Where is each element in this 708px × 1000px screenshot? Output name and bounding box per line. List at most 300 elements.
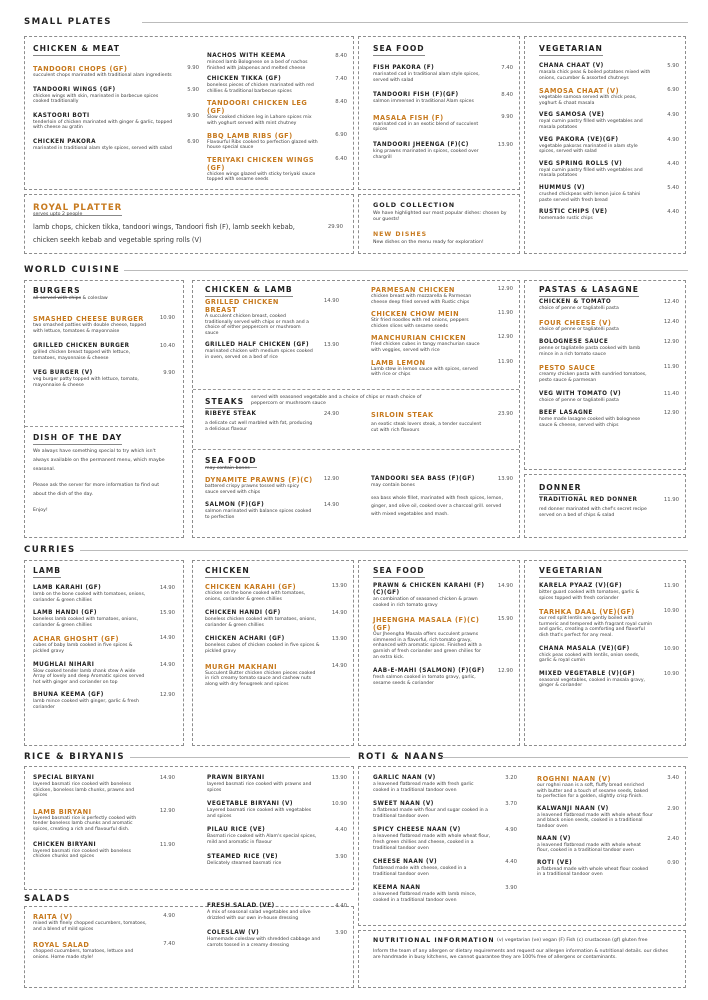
item-name: TANDOORI WINGS (GF) <box>33 86 116 93</box>
item-desc: veg burger patty topped with lettuce, tomato, mayonnaise & cheese <box>33 377 139 388</box>
item-price: 12.90 <box>323 476 339 482</box>
item-price: 4.40 <box>335 903 347 909</box>
menu-item <box>33 65 199 79</box>
item-name: CHICKEN TIKKA (GF) <box>207 76 282 83</box>
item-desc: flatbread made with cheese, cooked in a traditional tandoor oven <box>373 866 467 877</box>
item-desc: marinated chicken with medium spices cooked in oven, served on a bed of rice <box>205 349 313 360</box>
item-price: 10.90 <box>663 608 679 615</box>
item-name: NACHOS WITH KEEMA <box>207 53 286 59</box>
item-name: SWEET NAAN (V) <box>373 801 434 808</box>
nutrition-heading: NUTRITIONAL INFORMATION <box>373 937 495 944</box>
vegetarian-curries-heading: VEGETARIAN <box>539 566 603 575</box>
sea-food-wc-subtitle: may contain bones <box>205 466 250 471</box>
sea-food-wc-heading: SEA FOOD <box>205 456 257 465</box>
item-price: 10.40 <box>159 343 175 350</box>
item-name: CHICKEN CHOW MEIN <box>371 310 460 319</box>
nutrition-box <box>358 930 686 988</box>
item-name: PESTO SAUCE <box>539 364 596 373</box>
section-salads: SALADS <box>24 894 71 904</box>
item-name: CHICKEN ACHARI (GF) <box>205 636 285 643</box>
menu-item <box>539 209 679 222</box>
item-price: 3.20 <box>505 775 517 781</box>
item-price: 11.90 <box>663 583 679 589</box>
item-price: 9.90 <box>501 113 513 120</box>
dish-of-day-p2: Please ask the server for more information to find out about the dish of the day. <box>33 483 160 497</box>
item-desc: chicken wings glazed with sticky teriyaki sauce topped with sesame seeds <box>207 171 316 183</box>
item-name: FRESH SALAD (VE) <box>207 903 275 909</box>
item-price: 8.40 <box>335 99 347 106</box>
chicken-curries-heading: CHICKEN <box>205 566 250 575</box>
item-name: CHANA CHAAT (V) <box>539 63 604 69</box>
menu-item <box>539 137 679 155</box>
menu-item <box>33 139 199 152</box>
item-price: 3.70 <box>505 801 517 808</box>
section-roti: ROTI & NAANS <box>358 752 688 762</box>
item-desc: Lamb stew in lemon sauce with spices, served with rice or chips <box>371 366 478 378</box>
item-price: 13.90 <box>331 583 347 589</box>
item-price: 12.90 <box>497 668 513 675</box>
menu-item <box>539 608 679 638</box>
item-name: CHICKEN KARAHI (GF) <box>205 583 297 591</box>
item-desc: chicken wings with skin, marinated in barbecue spices cooked traditionally <box>33 93 159 105</box>
pastas-heading: PASTAS & LASAGNE <box>539 285 639 294</box>
item-desc: lamb mince cooked with ginger, garlic & fresh coriander <box>33 699 139 710</box>
section-world-cuisine: WORLD CUISINE <box>24 265 688 275</box>
item-price: 11.40 <box>663 390 679 397</box>
item-desc: A mix of seasonal salad vegetables and olive drizzled with our own in-house dressing <box>207 910 311 921</box>
sea-food-wc-col1 <box>205 476 339 527</box>
item-price: 4.90 <box>505 827 517 834</box>
item-price: 11.90 <box>663 364 679 371</box>
item-price: 2.90 <box>667 805 679 812</box>
menu-item <box>205 476 339 495</box>
menu-item <box>207 827 347 845</box>
item-price: 10.90 <box>159 315 175 321</box>
item-name: ROTI (VE) <box>537 859 573 866</box>
item-name: TANDOORI JHEENGA (F)(C) <box>373 141 469 148</box>
item-desc: mixed with finely chopped cucumbers, tomatoes, and a blend of mild spices <box>33 921 147 932</box>
chicken-lamb-box <box>192 280 520 538</box>
menu-item <box>205 610 347 628</box>
item-name: LAMB KARAHI (GF) <box>33 585 102 591</box>
steaks-subtitle: served with seasoned vegetable and a choice of chips or mash choice of peppercorn or mushroom sauce <box>251 395 422 406</box>
item-desc: Homemade coleslaw with shredded cabbage and carrots tossed in a creamy dressing <box>207 937 321 948</box>
item-name: PILAU RICE (VE) <box>207 827 266 834</box>
item-name: NAAN (V) <box>537 835 571 842</box>
menu-item <box>33 662 175 686</box>
burgers-heading: BURGERS <box>33 286 81 295</box>
item-name: BOLOGNESE SAUCE <box>539 339 609 346</box>
gold-collection-box <box>358 194 520 254</box>
item-desc: creamy chicken pasta with sundried tomatoes, pesto sauce & parmesan <box>539 372 647 383</box>
item-desc: chicken breast with mozzarella & Parmesan cheese deep fried served with Rustic chips <box>371 294 472 305</box>
menu-item <box>373 859 517 877</box>
item-name: CHICKEN BIRYANI <box>33 841 97 848</box>
item-desc: an combination of seasoned chicken & prawn cooked in rich tomato gravy <box>373 597 478 608</box>
item-name: SMASHED CHEESE BURGER <box>33 315 144 323</box>
item-desc: homemade rustic chips <box>539 216 593 222</box>
item-name: GRILLED CHICKEN BURGER <box>33 343 130 350</box>
item-price: 10.90 <box>663 645 679 652</box>
item-desc: grilled chicken breast topped with lettuce, tomatoes, mayonnaise & cheese <box>33 350 131 361</box>
salads-box <box>24 903 354 988</box>
item-price: 13.90 <box>497 141 513 148</box>
item-desc: lamb on the bone cooked with tomatoes, onions, coriander & green chillies <box>33 592 146 603</box>
item-desc: a leavened flatbread made with whole wheat flour, cooked in a traditional tandoor oven <box>537 842 641 854</box>
menu-item <box>207 930 347 948</box>
item-name: GRILLED CHICKEN BREAST <box>205 298 279 314</box>
item-name: CHEESE NAAN (V) <box>373 859 438 866</box>
item-name: JHEENGHA MASALA (F)(C)(GF) <box>373 616 480 633</box>
menu-item <box>539 339 679 357</box>
menu-item <box>373 827 517 851</box>
item-name: CHANA MASALA (VE)(GF) <box>539 645 630 652</box>
item-name: BEEF LASAGNE <box>539 410 593 417</box>
item-desc: cubes of baby lamb cooked in five spices & pickled gravy <box>33 643 133 654</box>
item-price: 7.40 <box>501 65 513 71</box>
menu-item <box>207 76 347 94</box>
item-name: FISH PAKORA (F) <box>373 65 435 71</box>
menu-item <box>539 185 679 203</box>
menu-item <box>371 286 513 305</box>
item-desc: a leavened flatbread made with lamb mince, cooked in a traditional tandoor oven <box>373 892 477 903</box>
item-name: VEG SAMOSA (VE) <box>539 112 605 119</box>
menu-item <box>373 142 513 160</box>
section-rice: RICE & BIRYANIS <box>24 752 354 762</box>
burgers-box <box>24 280 184 538</box>
item-name: VEGETABLE BIRYANI (V) <box>207 801 293 808</box>
menu-item <box>33 315 175 334</box>
item-desc: chopped cucumbers, tomatoes, lettuce and onions. Home made style! <box>33 949 134 960</box>
item-name: CHICKEN & TOMATO <box>539 299 612 305</box>
item-desc: royal cumin pastry filled with vegetables and masala potatoes <box>539 167 643 179</box>
item-price: 12.90 <box>663 410 679 417</box>
item-name: AAB-E-MAHI (SALMON) (F)(GF) <box>373 668 485 675</box>
item-desc: layered basmati rice cooked with boneless chicken, boneless lamb chunks, prawns and spices <box>33 782 135 799</box>
item-desc: boneless cubes of chicken cooked in five spices & pickled gravy <box>205 643 320 654</box>
item-price: 13.90 <box>331 636 347 643</box>
menu-item <box>539 87 679 106</box>
item-desc: Our Jheengha Masala offers succulent prawns simmered in a flavorful, rich tomato gravy, enhanced with aromatic spices. Finished with a garnish of fresh coriander and green chilies for an extra kick. <box>373 632 482 660</box>
vegetarian-heading: VEGETARIAN <box>539 44 603 53</box>
lamb-curries-heading: LAMB <box>33 566 61 575</box>
item-desc: Delicately steamed basmati rice <box>207 860 282 866</box>
steaks-heading: STEAKS <box>205 397 244 406</box>
item-price: 6.90 <box>667 87 679 94</box>
menu-item <box>33 808 175 833</box>
item-name: MASALA FISH (F) <box>373 113 444 122</box>
menu-item <box>33 343 175 361</box>
menu-item <box>207 801 347 819</box>
item-price: 4.40 <box>505 859 517 866</box>
item-name: COLESLAW (V) <box>207 930 260 937</box>
item-price: 11.90 <box>497 358 513 365</box>
item-price: 6.40 <box>335 155 347 162</box>
item-price: 6.90 <box>187 138 199 145</box>
menu-item <box>33 913 175 932</box>
item-desc: seasonal vegetables, cooked in masala gravy, ginger & coriander <box>539 677 645 689</box>
item-desc: layered basmati rice is perfectly cooked with tender boneless lamb chunks and aromatic spices, creating a rich and flavourful dish. <box>33 815 137 832</box>
item-price: 14.90 <box>323 298 339 304</box>
menu-item <box>205 298 339 336</box>
menu-item <box>33 585 175 603</box>
menu-item <box>207 132 347 151</box>
item-name: TARHKA DAAL (VE)(GF) <box>539 608 635 617</box>
item-price: 9.90 <box>187 65 199 71</box>
menu-item <box>207 53 347 71</box>
item-price: 3.40 <box>667 775 679 781</box>
item-name: SPECIAL BIRYANI <box>33 775 95 781</box>
item-name: VEG SPRING ROLLS (V) <box>539 160 623 167</box>
menu-item <box>539 410 679 428</box>
item-desc: marinated cod in an exotic blend of succulent spices <box>373 121 479 133</box>
menu-item: RIBEYE STEAK 24.90 a delicate cut well marbled with fat, producing a delicious flavour <box>205 411 339 432</box>
item-name: MIXED VEGETABLE (V)(GF) <box>539 670 636 677</box>
menu-item <box>373 114 513 133</box>
item-desc: a leavened flatbread made with whole wheat flour and black onion seeds, cooked in a traditional tandoor oven <box>537 812 653 829</box>
item-desc: choice of penne or tagliatelli pasta <box>539 306 619 311</box>
menu-item <box>207 775 347 793</box>
menu-item <box>539 364 679 383</box>
item-name: CHICKEN PAKORA <box>33 138 97 145</box>
item-price: 4.40 <box>667 209 679 216</box>
item-name: GARLIC NAAN (V) <box>373 775 436 781</box>
menu-item <box>207 854 347 867</box>
donner-box <box>524 474 686 538</box>
sea-food-heading: SEA FOOD <box>373 44 425 53</box>
item-desc: Layered basmati rice cooked with vegetables and spices <box>207 808 312 819</box>
item-name: RAITA (V) <box>33 913 73 921</box>
section-curries: CURRIES <box>24 545 688 555</box>
vegetarian-curries-list <box>539 583 679 696</box>
burgers-list <box>33 315 175 398</box>
chicken-curries-list <box>205 583 347 695</box>
item-name: TANDOORI CHICKEN LEG (GF) <box>207 99 308 116</box>
menu-item <box>33 692 175 710</box>
menu-item <box>373 616 513 660</box>
item-name: ROYAL SALAD <box>33 941 90 950</box>
item-price: 14.90 <box>497 583 513 589</box>
dish-of-day-p1: We always have something special to try which isn't always available on the permanent menu, which maybe seasonal. <box>33 449 165 472</box>
menu-item <box>33 87 199 105</box>
item-desc: Stir fried noodles with red onions, peppers chicken slices with sesame seeds <box>371 318 469 329</box>
item-desc: crushed chickpeas with lemon juice & tahini paste served with fresh bread <box>539 191 641 203</box>
chicken-lamb-heading: CHICKEN & LAMB <box>205 285 293 294</box>
menu-item <box>33 775 175 799</box>
item-name: KARELA PYAAZ (V)(GF) <box>539 583 623 589</box>
nutrition-key: (v) vegetarian (ve) vegan (F) Fish (c) crustacean (gf) gluten free <box>497 938 648 943</box>
menu-item <box>537 775 679 800</box>
menu-item <box>371 310 513 329</box>
menu-item <box>373 775 517 793</box>
item-name: MUGHLAI NIHARI <box>33 661 95 668</box>
item-name: CHICKEN HANDI (GF) <box>205 610 281 617</box>
item-desc: fried chicken cubes in tangy manchurian sauce with veggies, served with rice <box>371 342 480 353</box>
item-price: 14.90 <box>159 775 175 781</box>
item-name: PRAWN BIRYANI <box>207 775 265 781</box>
item-name: KASTOORI BOTI <box>33 112 90 119</box>
item-desc: king prawns marinated in spices, cooked over chargrill <box>373 148 479 160</box>
item-price: 14.90 <box>331 662 347 669</box>
menu-item <box>205 663 347 688</box>
item-price: 14.90 <box>159 661 175 668</box>
menu-item <box>373 668 513 686</box>
item-desc: home made lasagne cooked with bolognese sauce & cheese, served with chips <box>539 417 641 428</box>
item-desc: Flavourful Ribs cooked to perfection glazed with house special sauce <box>207 139 318 151</box>
chicken-meat-col2 <box>207 53 347 188</box>
menu-item <box>373 92 513 105</box>
menu-item <box>205 636 347 654</box>
new-dishes-desc: New dishes on the menu ready for exploration! <box>373 240 484 245</box>
menu-item <box>207 99 347 126</box>
naans-col2 <box>537 775 679 884</box>
item-desc: Basmati rice cooked with Alam's special spices, mild and aromatic in flavour <box>207 834 317 845</box>
item-price: 9.90 <box>187 112 199 119</box>
item-desc: battered crispy prawns tossed with spicy sauce served with chips <box>205 484 300 495</box>
menu-item <box>537 860 679 878</box>
vegetarian-small-box <box>524 36 686 254</box>
menu-item <box>539 583 679 601</box>
salads-col1 <box>33 913 175 969</box>
sea-food-curries-box <box>358 560 520 746</box>
item-price: 12.90 <box>497 334 513 341</box>
item-desc: chicken on the bone cooked with tomatoes, onions, coriander & green chillies <box>205 591 306 602</box>
item-desc: layered basmati rice cooked with boneless chicken chunks and spices <box>33 848 131 860</box>
item-desc: marinated cod in traditional alam style spices, served with salad <box>373 72 480 83</box>
item-desc: tenderloin of chicken marinated with ginger & garlic, topped with cheese au gratin <box>33 119 173 131</box>
menu-item <box>537 836 679 854</box>
item-desc: layered basmati rice cooked with prawns and spices <box>207 782 312 793</box>
dish-of-day-p3: Enjoy! <box>33 508 48 513</box>
menu-item <box>33 635 175 654</box>
menu-item <box>373 583 513 608</box>
chicken-curries-box <box>192 560 354 746</box>
item-price: 13.90 <box>323 342 339 349</box>
item-price: 2.40 <box>667 835 679 842</box>
item-price: 3.90 <box>505 885 517 892</box>
menu-item: SIRLOIN STEAK 23.90 an exotic steak lovers steak, a tender succulent cut with rich flavours <box>371 411 513 433</box>
item-desc: A succulent chicken breast, cooked traditionally served with chips or mash and a choice of either peppercorn or mushroom sauce <box>205 314 309 336</box>
menu-item: TANDOORI SEA BASS (F)(GF) 13.90 may contain bones sea bass whole fillet, marinated with fresh spices, lemon, ginger, and olive oil, cooked over a charcoal grill. served with mixed vegetables and mash. <box>371 476 513 518</box>
item-desc: two smashed patties with double cheese, topped with lettuce, tomatoes & mayonnaise <box>33 323 147 334</box>
item-price: 5.90 <box>667 63 679 69</box>
rice-box <box>24 766 354 890</box>
menu-item <box>371 359 513 378</box>
item-desc: a flatbread made with flour and sugar cooked in a traditional tandoor oven <box>373 808 488 819</box>
menu-item <box>207 903 347 921</box>
chicken-lamb-col1 <box>205 298 339 367</box>
item-price: 10.90 <box>663 670 679 677</box>
royal-platter-box <box>24 194 354 254</box>
menu-item <box>539 646 679 664</box>
burgers-subtitle: all served with chips & coleslaw <box>33 296 108 301</box>
vegetarian-small-list <box>539 63 679 228</box>
item-price: 12.90 <box>497 286 513 292</box>
menu-item <box>371 334 513 353</box>
item-name: VEG WITH TOMATO (V) <box>539 390 622 397</box>
item-price: 13.90 <box>331 775 347 781</box>
salads-col2 <box>207 903 347 957</box>
item-price: 4.40 <box>335 827 347 834</box>
item-price: 15.90 <box>497 616 513 623</box>
item-name: VEG PAKORA (VE)(GF) <box>539 136 619 143</box>
item-name: RUSTIC CHIPS (VE) <box>539 209 608 216</box>
item-desc: chick peas cooked with lentils, onion seeds, garlic & royal cumin <box>539 652 640 664</box>
item-desc: bitter guard cooked with tomatoes, garlic & spices topped with fresh coriander <box>539 590 640 601</box>
item-name: MANCHURIAN CHICKEN <box>371 334 467 343</box>
menu-item <box>205 502 339 520</box>
item-name: SAMOSA CHAAT (V) <box>539 87 620 96</box>
item-price: 14.90 <box>331 610 347 617</box>
royal-platter-serves: serves upto 2 people <box>33 212 83 217</box>
item-name: TANDOORI FISH (F)(GF) <box>373 92 459 99</box>
item-desc: marinated in traditional alam style spices, served with salad <box>33 145 172 151</box>
item-desc: salmon marinated with balance spices cooked to perfection <box>205 509 312 520</box>
item-price: 3.90 <box>335 930 347 937</box>
new-dishes-heading: NEW DISHES <box>373 231 428 238</box>
menu-item <box>33 370 175 388</box>
divider <box>193 389 519 390</box>
item-price: 7.40 <box>335 76 347 83</box>
item-desc: Slow cooked tender lamb shank stew A wide Array of lovely and deep Aromatic spices served hot with ginger and coriander on top <box>33 668 145 685</box>
menu-item <box>539 299 679 312</box>
menu-item <box>539 161 679 179</box>
chicken-meat-box <box>24 36 354 190</box>
item-price: 14.90 <box>323 502 339 509</box>
item-desc: fresh salmon cooked in tomato gravy, garlic, sesame seeds & coriander <box>373 675 476 686</box>
item-name: VEG BURGER (V) <box>33 370 93 377</box>
item-price: 8.40 <box>501 92 513 99</box>
item-price: 5.40 <box>667 184 679 191</box>
item-price: 12.40 <box>663 299 679 305</box>
item-desc: penne or tagliatelle pasta cooked with lamb mince in a rich tomato sauce <box>539 346 641 357</box>
item-desc: succulent chops marinated with traditional alam ingredients <box>33 73 172 78</box>
item-price: 11.90 <box>497 310 513 317</box>
divider <box>193 449 519 450</box>
menu-item <box>33 610 175 628</box>
sea-food-curries-list <box>373 583 513 694</box>
item-desc: masala chick peas & boiled potatoes mixed with onions, cucumber & assorted chutneys <box>539 70 651 81</box>
item-desc: choice of penne or tagliatelli pasta <box>539 326 619 332</box>
item-price: 4.90 <box>667 136 679 143</box>
item-name: BHUNA KEEMA (GF) <box>33 692 104 699</box>
vegetarian-curries-box <box>524 560 686 746</box>
menu-item <box>539 63 679 81</box>
menu-item <box>539 319 679 333</box>
item-price: 4.90 <box>163 913 175 919</box>
menu-item <box>205 342 339 360</box>
gold-collection-desc: We have highlighted our most popular dishes: chosen by our guests! <box>373 211 507 222</box>
menu-item <box>373 801 517 819</box>
item-price: 4.90 <box>667 112 679 119</box>
donner-heading: DONNER <box>539 483 582 492</box>
sea-food-small-list <box>373 65 513 169</box>
pastas-list <box>539 299 679 435</box>
chicken-meat-heading: CHICKEN & MEAT <box>33 44 120 53</box>
item-desc: our red split lentils are gently boiled with turmeric and tempered with fragrant royal cumin and garlic, creating a comforting and flavorful dish that's perfect for any meal. <box>539 616 653 638</box>
item-name: STEAMED RICE (VE) <box>207 853 279 860</box>
rice-col1 <box>33 775 175 869</box>
item-name: LAMB HANDI (GF) <box>33 610 97 617</box>
menu-item <box>537 806 679 830</box>
menu-item <box>539 112 679 130</box>
chicken-lamb-col2 <box>371 286 513 383</box>
item-name: SALMON (F)(GF) <box>205 502 265 509</box>
item-desc: a flatbread made with whole wheat flour cooked in a traditional tandoor oven <box>537 866 649 878</box>
item-name: HUMMUS (V) <box>539 184 585 191</box>
item-price: 10.90 <box>331 801 347 808</box>
royal-platter-price: 29.90 <box>327 224 343 230</box>
